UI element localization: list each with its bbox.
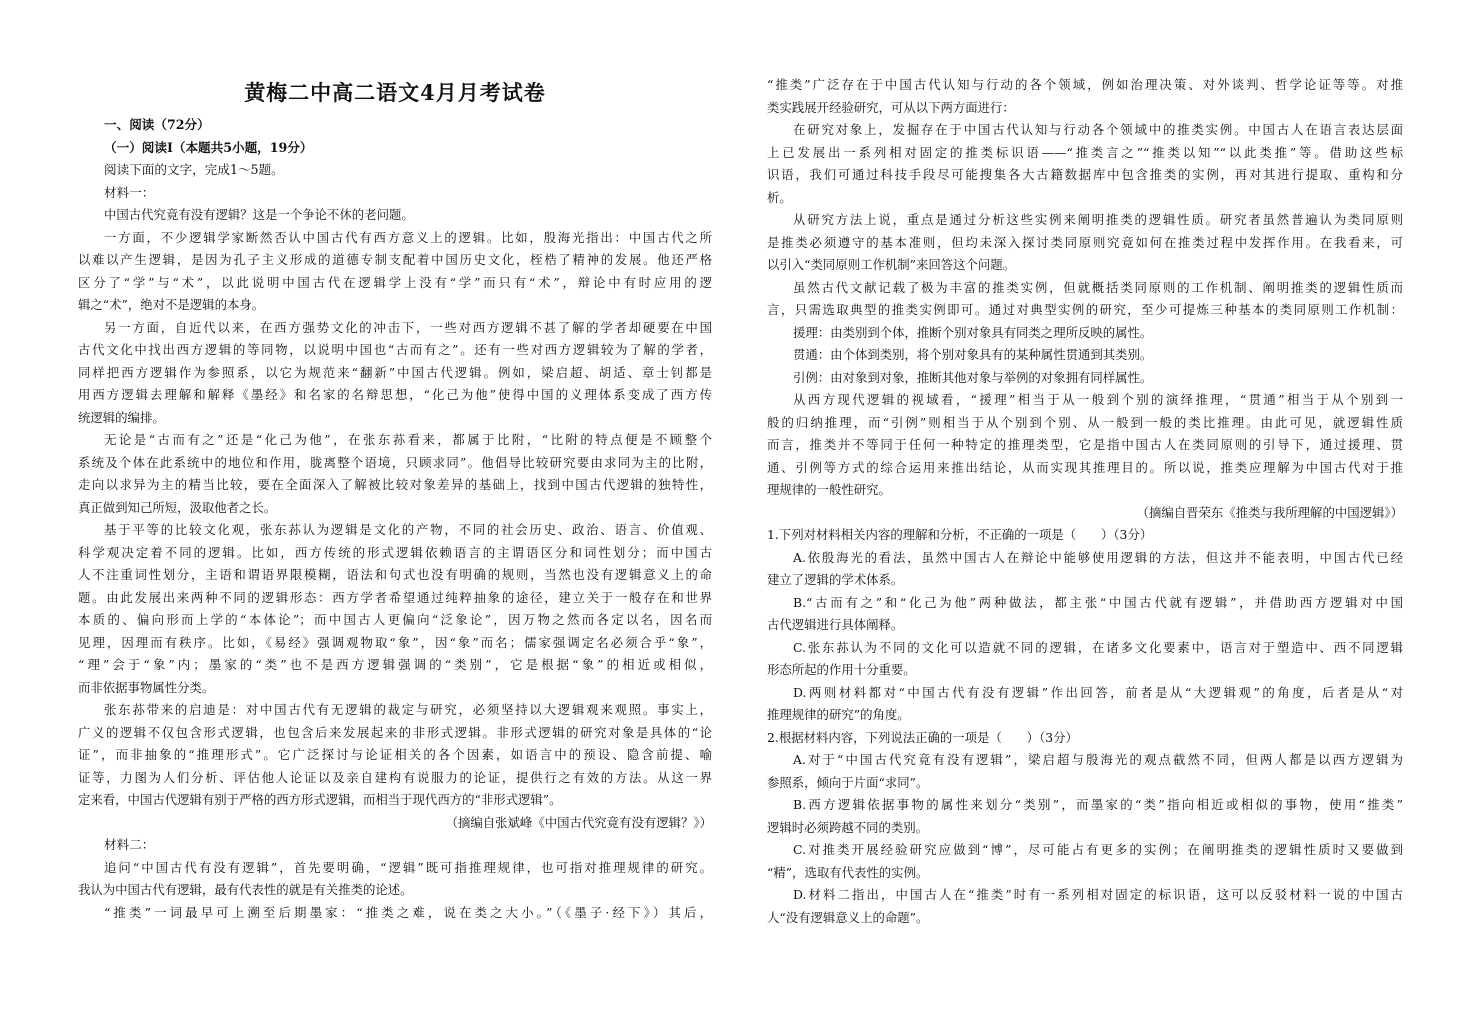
- q2-option-line: “精”，选取有代表性的实例。: [767, 864, 929, 880]
- material2-source: （摘编自晋荣东《推类与我所理解的中国逻辑》）: [1136, 504, 1403, 520]
- m1-line: 另一方面，自近代以来，在西方强势文化的冲击下，一些对西方逻辑不甚了解的学者却硬要在中国: [104, 319, 712, 335]
- m2-line: 引例：由对象到对象，推断其他对象与举例的对象拥有同样属性。: [793, 369, 1153, 385]
- m1-line: 题。由此发展出来两种不同的逻辑形态：西方学者希望通过纯粹抽象的途径，建立关于一般存在和世界: [78, 589, 712, 605]
- m2-line: 言，只需选取典型的推类实例即可。通过对典型实例的研究，至少可提炼三种基本的类同原则工作机制：: [767, 302, 1403, 317]
- m1-line: 定来看，中国古代逻辑有别于严格的西方形式逻辑，而相当于现代西方的“非形式逻辑”。: [78, 792, 562, 807]
- m2-line: 般的归纳推理，而“引例”则相当于从个别到个别、从一般到一般的类比推理。由此可见，就逻辑性质: [767, 414, 1403, 430]
- q2-option-line: A.对于“中国古代究竟有没有逻辑”，梁启超与殷海光的观点截然不同，但两人都是以西方逻辑为: [793, 752, 1403, 767]
- q2-option-line: 人“没有逻辑意义上的命题”。: [767, 909, 929, 925]
- m2-line: “推类”广泛存在于中国古代认知与行动的各个领域，例如治理决策、对外谈判、哲学论证等等。对推: [767, 77, 1403, 92]
- right-column: [767, 74, 1403, 929]
- m1-line: 以难以产生逻辑，是因为孔子主义形成的道德专制支配着中国历史文化，桎梏了精神的发展。他还严格: [78, 252, 712, 267]
- m2-line: 在研究对象上，发掘存在于中国古代认知与行动各个领域中的推类实例。中国古人在语言表达层面: [793, 122, 1403, 137]
- m1-line: 而非依据事物属性分类。: [78, 679, 215, 695]
- m2-line: 通、引例等方式的综合运用来推出结论，从而实现其推理目的。所以说，推类应理解为中国古代对于推: [767, 459, 1403, 475]
- q2-option-line: 参照系，倾向于片面“求同”。: [767, 774, 929, 790]
- m1-line: 广义的逻辑不仅包含形式逻辑，也包含后来发展起来的非形式逻辑。非形式逻辑的研究对象是具体的“论: [78, 724, 712, 740]
- q2-option-line: 逻辑时必须跨越不同的类别。: [767, 819, 929, 835]
- m1-line: 系统及个体在此系统中的地位和作用，胧离整个语境，只顾求同”。他倡导比较研究要由求同为主的比附，: [78, 454, 712, 470]
- material1-label: 材料一：: [104, 184, 155, 200]
- q2-option-line: B.西方逻辑依据事物的属性来划分“类别”，而墨家的“类”指向相近或相似的事物，使用“推类”: [793, 797, 1403, 812]
- m1-line: 基于平等的比较文化观，张东荪认为逻辑是文化的产物，不同的社会历史、政治、语言、价值观、: [104, 522, 712, 537]
- exam-title: 黄梅二中高二语文4月月考试卷: [244, 80, 546, 105]
- q1-option-line: 建立了逻辑的学术体系。: [767, 572, 904, 587]
- instruction: 阅读下面的文字，完成1～5题。: [104, 162, 284, 177]
- m2-line: 从西方现代逻辑的视域看，“援理”相当于从一般到个别的演绎推理，“贯通”相当于从个别到一: [793, 392, 1403, 407]
- m1-line: 辑之“术”，绝对不是逻辑的本身。: [78, 297, 265, 312]
- m1-line: 统逻辑的编排。: [78, 409, 165, 425]
- m2-line: 虽然古代文献记载了极为丰富的推类实例，但就概括类同原则的工作机制、阐明推类的逻辑性质而: [793, 279, 1403, 295]
- material1-source: （摘编自张斌峰《中国古代究竟有没有逻辑？》）: [445, 814, 712, 830]
- m1-line: 证等，力图为人们分析、评估他人论证以及亲自建构有说服力的论证，提供行之有效的方法。从这一界: [78, 769, 712, 785]
- m2-line: 而言，推类并不等同于任何一种特定的推理类型，它是指中国古人在类同原则的引导下，通过援理、贯: [767, 437, 1403, 452]
- m1-line: 区分了“学”与“术”，以此说明中国古代在逻辑学上没有“学”而只有“术”，辩论中有时应用的逻: [78, 274, 712, 290]
- m2-line: 我认为中国古代有逻辑，最有代表性的就是有关推类的论述。: [78, 882, 413, 897]
- m1-line: 古代文化中找出西方逻辑的等同物，以说明中国也“古而有之”。还有一些对西方逻辑较为了解的学者，: [78, 342, 712, 357]
- q1-option-line: A.依殷海光的看法，虽然中国古人在辩论中能够使用逻辑的方法，但这并不能表明，中国古代已经: [793, 549, 1403, 565]
- m1-line: 人不注重词性划分，主语和谓语界限模糊，语法和句式也没有明确的规则，当然也没有逻辑意义上的命: [78, 567, 712, 582]
- m2-line: 是推类必须遵守的基本准则，但均未深入探讨类同原则究竟如何在推类过程中发挥作用。在我看来，可: [767, 234, 1403, 250]
- m2-line: 识语，我们可通过科技手段尽可能搜集各大古籍数据库中包含推类的实例，再对其进行提取、重构和分: [767, 167, 1403, 182]
- m1-line: 中国古代究竟有没有逻辑？这是一个争论不休的老问题。: [104, 207, 414, 222]
- m2-line: 以引入“类同原则工作机制”来回答这个问题。: [767, 257, 1016, 272]
- left-column: [78, 74, 712, 924]
- q1-option-line: 推理规律的研究”的角度。: [767, 707, 910, 722]
- q1-option-line: 形态所起的作用十分重要。: [767, 662, 916, 677]
- q2-option-line: C.对推类开展经验研究应做到“博”，尽可能占有更多的实例；在阐明推类的逻辑性质时又要做到: [793, 842, 1403, 857]
- m2-line: 援理：由类别到个体，推断个别对象具有同类之理所反映的属性。: [793, 324, 1153, 340]
- m2-line: 贯通：由个体到类别，将个别对象具有的某种属性贯通到其类别。: [793, 347, 1153, 362]
- m1-line: 科学观决定着不同的逻辑。比如，西方传统的形式逻辑依赖语言的主谓语区分和词性划分；而中国古: [78, 544, 712, 560]
- m2-line: 类实践展开经验研究，可从以下两方面进行：: [767, 99, 1015, 115]
- m2-line: 析。: [767, 189, 792, 205]
- m1-line: 无论是“古而有之”还是“化己为他”，在张东荪看来，都属于比附，“比附的特点便是不顾整个: [104, 432, 712, 447]
- m1-line: 真正做到知己所短，汲取他者之长。: [78, 499, 277, 515]
- m1-line: 走向以求异为主的精当比较，要在全面深入了解被比较对象差异的基础上，找到中国古代逻辑的独特性，: [78, 477, 712, 492]
- m1-line: 本质的、偏向形而上学的“本体论”；而中国古人更偏向“泛象论”，因万物之然而各定以名，因名而: [78, 612, 712, 627]
- m2-line: 追问“中国古代有没有逻辑”，首先要明确，“逻辑”既可指推理规律，也可指对推理规律的研究。: [104, 859, 712, 875]
- question-1-stem: 1.下列对材料相关内容的理解和分析，不正确的一项是（ ）（3分）: [767, 527, 1153, 542]
- m2-line: 上已发展出一系列相对固定的推类标识语——“推类言之”“推类以知”“以此类推”等。借助这些标: [767, 144, 1403, 160]
- part-heading: （一）阅读Ⅰ（本题共5小题，19分）: [104, 139, 313, 155]
- question-2-stem: 2.根据材料内容，下列说法正确的一项是（ ）（3分）: [767, 729, 1078, 745]
- m1-line: “理”会于“象”内；墨家的“类”也不是西方逻辑强调的“类别”，它是根据“象”的相近或相似，: [78, 657, 712, 672]
- section-heading: 一、阅读（72分）: [104, 117, 210, 132]
- q1-option-line: C.张东荪认为不同的文化可以造就不同的逻辑，在诸多文化要素中，语言对于塑造中、西不同逻辑: [793, 639, 1403, 655]
- m1-line: 同样把西方逻辑作为参照系，以它为规范来“翻新”中国古代逻辑。例如，梁启超、胡适、章士钊都是: [78, 364, 712, 380]
- m1-line: 张东荪带来的启迪是：对中国古代有无逻辑的裁定与研究，必须坚持以大逻辑观来观照。事实上，: [104, 702, 712, 717]
- m1-line: 见理，因理而有秩序。比如，《易经》强调观物取“象”，因“象”而名；儒家强调定名必须合乎“象”，: [78, 634, 712, 650]
- q1-option-line: B.“古而有之”和“化己为他”两种做法，都主张“中国古代就有逻辑”，并借助西方逻辑对中国: [793, 594, 1403, 610]
- m1-line: 一方面，不少逻辑学家断然否认中国古代有西方意义上的逻辑。比如，殷海光指出：中国古代之所: [104, 229, 712, 245]
- q1-option-line: D.两则材料都对“中国古代有没有逻辑”作出回答，前者是从“大逻辑观”的角度，后者是从“对: [793, 684, 1403, 700]
- m1-line: 用西方逻辑去理解和解释《墨经》和名家的名辩思想，“化己为他”使得中国的义理体系变成了西方传: [78, 387, 712, 402]
- material2-label: 材料二：: [104, 837, 155, 852]
- m1-line: 证”，而非抽象的“推理形式”。它广泛探讨与论证相关的各个因素，如语言中的预设、隐含前提、喻: [78, 747, 712, 762]
- q1-option-line: 古代逻辑进行具体阐释。: [767, 617, 904, 632]
- m2-line: “推类”一词最早可上溯至后期墨家：“推类之难，说在类之大小。”（《墨子·经下》）其后，: [104, 904, 712, 920]
- m2-line: 从研究方法上说，重点是通过分析这些实例来阐明推类的逻辑性质。研究者虽然普遍认为类同原则: [793, 212, 1403, 227]
- m2-line: 理规律的一般性研究。: [767, 482, 891, 497]
- q2-option-line: D.材料二指出，中国古人在“推类”时有一系列相对固定的标识语，这可以反驳材料一说的中国古: [793, 887, 1403, 902]
